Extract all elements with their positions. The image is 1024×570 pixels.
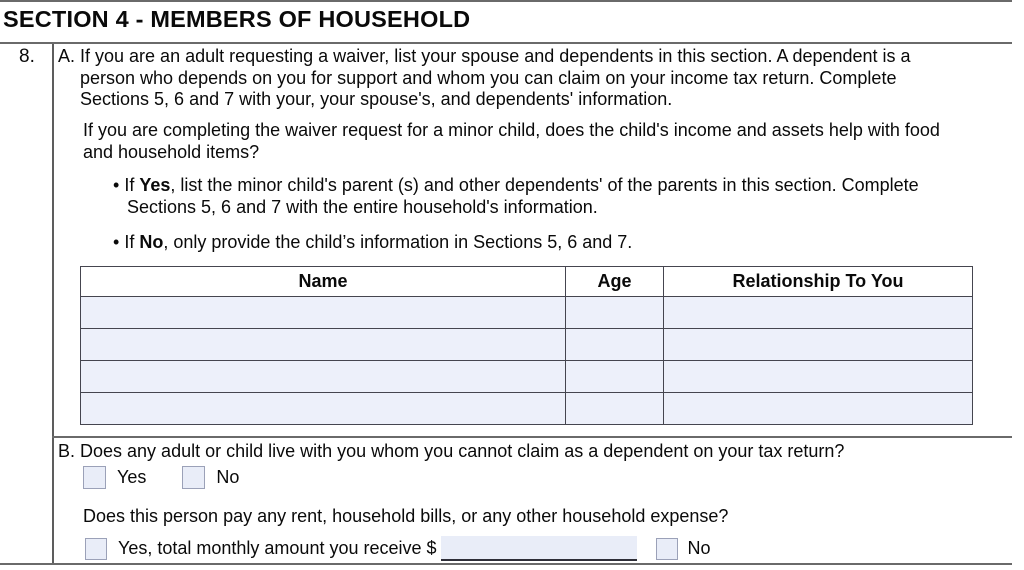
- column-header-relationship: Relationship To You: [664, 267, 973, 297]
- part-a-paragraph-1-text: If you are an adult requesting a waiver, list your spouse and dependents in this section. A dependent is a person who depends on you for support and whom you can claim on your income tax return. Complete Sections 5, 6 and 7 with your, your spouse's, and dependents' information.: [80, 46, 911, 109]
- table-header-row: [81, 267, 973, 297]
- household-members-table: [80, 266, 973, 425]
- bullet-if-no: [113, 232, 973, 254]
- relationship-field-row1[interactable]: [664, 297, 973, 329]
- q2-no-checkbox[interactable]: [656, 538, 678, 560]
- name-field-row3[interactable]: [81, 361, 566, 393]
- part-b-question-1: [58, 441, 1008, 463]
- q1-yes-checkbox[interactable]: [83, 466, 106, 489]
- bottom-rule: [0, 563, 1012, 565]
- age-field-row2[interactable]: [566, 329, 664, 361]
- column-header-age: Age: [566, 267, 664, 297]
- age-field-row4[interactable]: [566, 393, 664, 425]
- bullet-if-yes: [113, 175, 955, 218]
- question-1-options: [83, 466, 239, 489]
- bullet-if-no-post: , only provide the child’s information in Sections 5, 6 and 7.: [163, 232, 633, 252]
- bullet-icon: •: [113, 232, 120, 252]
- item-number: 8.: [19, 46, 35, 67]
- part-a-label: A.: [58, 46, 76, 66]
- relationship-field-row3[interactable]: [664, 361, 973, 393]
- table-row: [81, 393, 973, 425]
- name-field-row2[interactable]: [81, 329, 566, 361]
- table-row: [81, 297, 973, 329]
- part-a-paragraph-2: If you are completing the waiver request for a minor child, does the child's income and assets help with food and household items?: [83, 120, 940, 162]
- bullet-if-no-bold: No: [139, 232, 164, 252]
- item-divider-line: [52, 44, 54, 565]
- name-field-row1[interactable]: [81, 297, 566, 329]
- bullet-if-no-pre: If: [124, 232, 140, 252]
- bullet-if-yes-pre: If: [124, 175, 140, 195]
- bullet-icon: •: [113, 175, 120, 195]
- column-header-name: Name: [81, 267, 566, 297]
- monthly-amount-input[interactable]: [441, 536, 637, 561]
- part-b-question-2: Does this person pay any rent, household bills, or any other household expense?: [83, 506, 729, 526]
- title-underline: [0, 42, 1012, 44]
- relationship-field-row2[interactable]: [664, 329, 973, 361]
- name-field-row4[interactable]: [81, 393, 566, 425]
- table-row: [81, 361, 973, 393]
- q1-no-label: No: [216, 466, 240, 487]
- age-field-row3[interactable]: [566, 361, 664, 393]
- bullet-if-yes-post: , list the minor child's parent (s) and other dependents' of the parents in this section. Complete Sections 5, 6 and 7 with the entire household's information.: [127, 175, 919, 217]
- bullet-if-yes-bold: Yes: [139, 175, 171, 195]
- table-row: [81, 329, 973, 361]
- relationship-field-row4[interactable]: [664, 393, 973, 425]
- age-field-row1[interactable]: [566, 297, 664, 329]
- q1-no-checkbox[interactable]: [182, 466, 205, 489]
- part-a-b-divider: [52, 436, 1012, 438]
- part-b-label: B.: [58, 441, 76, 461]
- question-2-options: [85, 536, 711, 561]
- q2-yes-label: Yes, total monthly amount you receive $: [118, 537, 437, 558]
- part-b-question-1-text: Does any adult or child live with you whom you cannot claim as a dependent on your tax return?: [80, 441, 845, 461]
- part-a-paragraph-1: [58, 46, 960, 111]
- top-rule: [0, 0, 1012, 2]
- q2-yes-checkbox[interactable]: [85, 538, 107, 560]
- q1-yes-label: Yes: [117, 466, 147, 487]
- section-title: SECTION 4 - MEMBERS OF HOUSEHOLD: [3, 6, 471, 32]
- q2-no-label: No: [687, 537, 711, 558]
